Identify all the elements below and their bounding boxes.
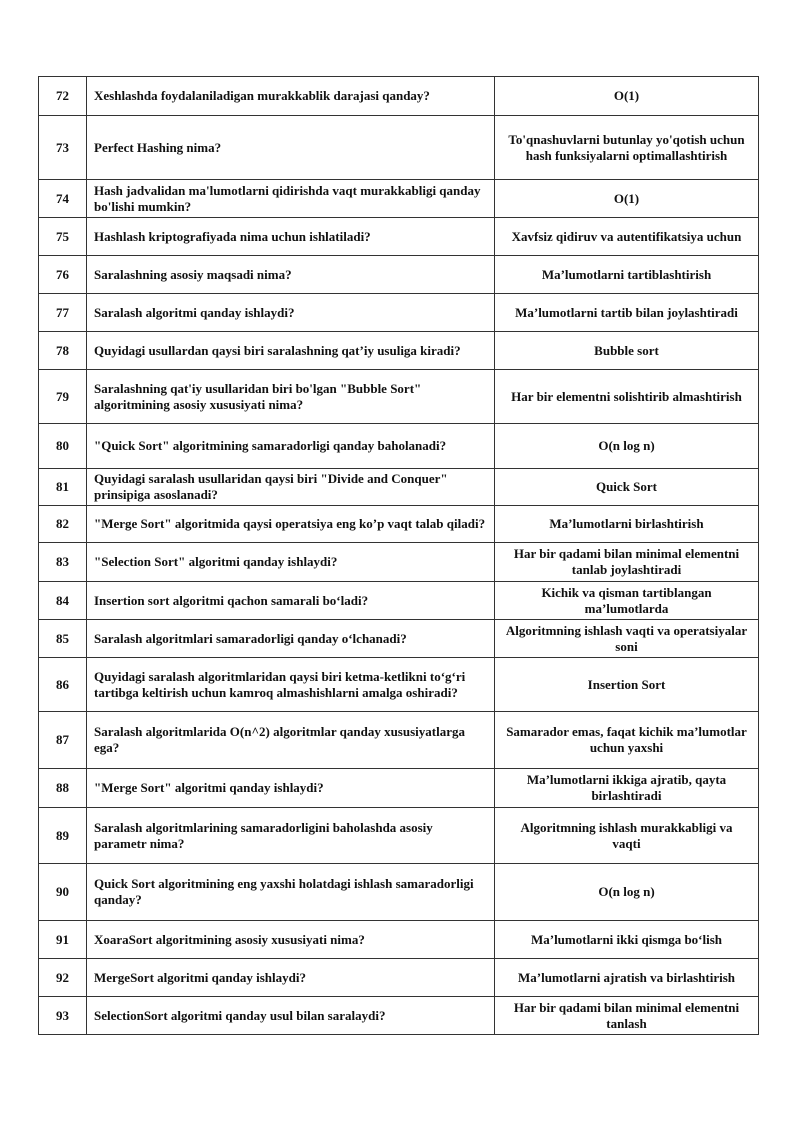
table-row <box>39 658 759 712</box>
question-text: Quyidagi saralash algoritmlaridan qaysi biri ketma-ketlikni to‘g‘ri tartibga keltirish uchun kamroq almashishlarni amalga oshiradi? <box>87 658 495 712</box>
question-number: 72 <box>39 77 87 116</box>
question-text: Saralash algoritmlarining samaradorligini baholashda asosiy parametr nima? <box>87 808 495 864</box>
question-text: Quyidagi saralash usullaridan qaysi biri "Divide and Conquer" prinsipiga asoslanadi? <box>87 469 495 506</box>
table-row <box>39 294 759 332</box>
question-text: Hashlash kriptografiyada nima uchun ishlatiladi? <box>87 218 495 256</box>
question-text: MergeSort algoritmi qanday ishlaydi? <box>87 959 495 997</box>
table-row <box>39 997 759 1035</box>
question-number: 82 <box>39 506 87 543</box>
answer-text: Ma’lumotlarni tartib bilan joylashtiradi <box>495 294 759 332</box>
question-number: 89 <box>39 808 87 864</box>
question-text: Perfect Hashing nima? <box>87 116 495 180</box>
question-text: Quyidagi usullardan qaysi biri saralashning qat’iy usuliga kiradi? <box>87 332 495 370</box>
table-row <box>39 424 759 469</box>
answer-text: Quick Sort <box>495 469 759 506</box>
question-text: Saralashning asosiy maqsadi nima? <box>87 256 495 294</box>
answer-text: Algoritmning ishlash murakkabligi va vaqti <box>495 808 759 864</box>
answer-text: Har bir qadami bilan minimal elementni tanlab joylashtiradi <box>495 543 759 582</box>
answer-text: O(1) <box>495 180 759 218</box>
question-text: Quick Sort algoritmining eng yaxshi holatdagi ishlash samaradorligi qanday? <box>87 864 495 921</box>
question-number: 88 <box>39 769 87 808</box>
table-row <box>39 469 759 506</box>
table-row <box>39 808 759 864</box>
answer-text: Ma’lumotlarni ikkiga ajratib, qayta birlashtiradi <box>495 769 759 808</box>
table-row <box>39 218 759 256</box>
question-text: SelectionSort algoritmi qanday usul bilan saralaydi? <box>87 997 495 1035</box>
table-row <box>39 370 759 424</box>
question-text: "Selection Sort" algoritmi qanday ishlaydi? <box>87 543 495 582</box>
answer-text: Samarador emas, faqat kichik ma’lumotlar uchun yaxshi <box>495 712 759 769</box>
question-text: Saralashning qat'iy usullaridan biri bo'lgan "Bubble Sort" algoritmining asosiy xususiyati nima? <box>87 370 495 424</box>
question-number: 78 <box>39 332 87 370</box>
answer-text: Ma’lumotlarni ikki qismga bo‘lish <box>495 921 759 959</box>
question-number: 79 <box>39 370 87 424</box>
question-text: Saralash algoritmlari samaradorligi qanday o‘lchanadi? <box>87 620 495 658</box>
answer-text: Algoritmning ishlash vaqti va operatsiyalar soni <box>495 620 759 658</box>
question-number: 87 <box>39 712 87 769</box>
table-row <box>39 769 759 808</box>
question-number: 81 <box>39 469 87 506</box>
table-row <box>39 959 759 997</box>
question-number: 80 <box>39 424 87 469</box>
table-row <box>39 543 759 582</box>
answer-text: Har bir qadami bilan minimal elementni tanlash <box>495 997 759 1035</box>
table-row <box>39 256 759 294</box>
question-text: "Quick Sort" algoritmining samaradorligi qanday baholanadi? <box>87 424 495 469</box>
table-row <box>39 712 759 769</box>
answer-text: To'qnashuvlarni butunlay yo'qotish uchun hash funksiyalarni optimallashtirish <box>495 116 759 180</box>
table-row <box>39 332 759 370</box>
question-number: 86 <box>39 658 87 712</box>
question-text: Saralash algoritmlarida O(n^2) algoritmlar qanday xususiyatlarga ega? <box>87 712 495 769</box>
question-number: 90 <box>39 864 87 921</box>
answer-text: Har bir elementni solishtirib almashtirish <box>495 370 759 424</box>
question-number: 74 <box>39 180 87 218</box>
questions-table-body <box>39 77 759 1035</box>
answer-text: Insertion Sort <box>495 658 759 712</box>
question-text: XoaraSort algoritmining asosiy xususiyati nima? <box>87 921 495 959</box>
table-row <box>39 921 759 959</box>
question-text: "Merge Sort" algoritmi qanday ishlaydi? <box>87 769 495 808</box>
answer-text: O(n log n) <box>495 424 759 469</box>
answer-text: Ma’lumotlarni tartiblashtirish <box>495 256 759 294</box>
answer-text: O(1) <box>495 77 759 116</box>
answer-text: Ma’lumotlarni birlashtirish <box>495 506 759 543</box>
questions-table <box>38 76 759 1035</box>
answer-text: Bubble sort <box>495 332 759 370</box>
table-row <box>39 582 759 620</box>
table-row <box>39 180 759 218</box>
question-text: Hash jadvalidan ma'lumotlarni qidirishda vaqt murakkabligi qanday bo'lishi mumkin? <box>87 180 495 218</box>
question-text: "Merge Sort" algoritmida qaysi operatsiya eng ko’p vaqt talab qiladi? <box>87 506 495 543</box>
table-row <box>39 77 759 116</box>
answer-text: O(n log n) <box>495 864 759 921</box>
table-row <box>39 620 759 658</box>
question-number: 93 <box>39 997 87 1035</box>
question-number: 73 <box>39 116 87 180</box>
answer-text: Xavfsiz qidiruv va autentifikatsiya uchun <box>495 218 759 256</box>
question-number: 85 <box>39 620 87 658</box>
question-number: 75 <box>39 218 87 256</box>
table-row <box>39 864 759 921</box>
question-number: 77 <box>39 294 87 332</box>
question-number: 83 <box>39 543 87 582</box>
answer-text: Kichik va qisman tartiblangan ma’lumotlarda <box>495 582 759 620</box>
answer-text: Ma’lumotlarni ajratish va birlashtirish <box>495 959 759 997</box>
question-text: Insertion sort algoritmi qachon samarali bo‘ladi? <box>87 582 495 620</box>
question-number: 91 <box>39 921 87 959</box>
table-row <box>39 116 759 180</box>
question-number: 84 <box>39 582 87 620</box>
table-row <box>39 506 759 543</box>
question-text: Xeshlashda foydalaniladigan murakkablik darajasi qanday? <box>87 77 495 116</box>
question-number: 76 <box>39 256 87 294</box>
question-text: Saralash algoritmi qanday ishlaydi? <box>87 294 495 332</box>
question-number: 92 <box>39 959 87 997</box>
